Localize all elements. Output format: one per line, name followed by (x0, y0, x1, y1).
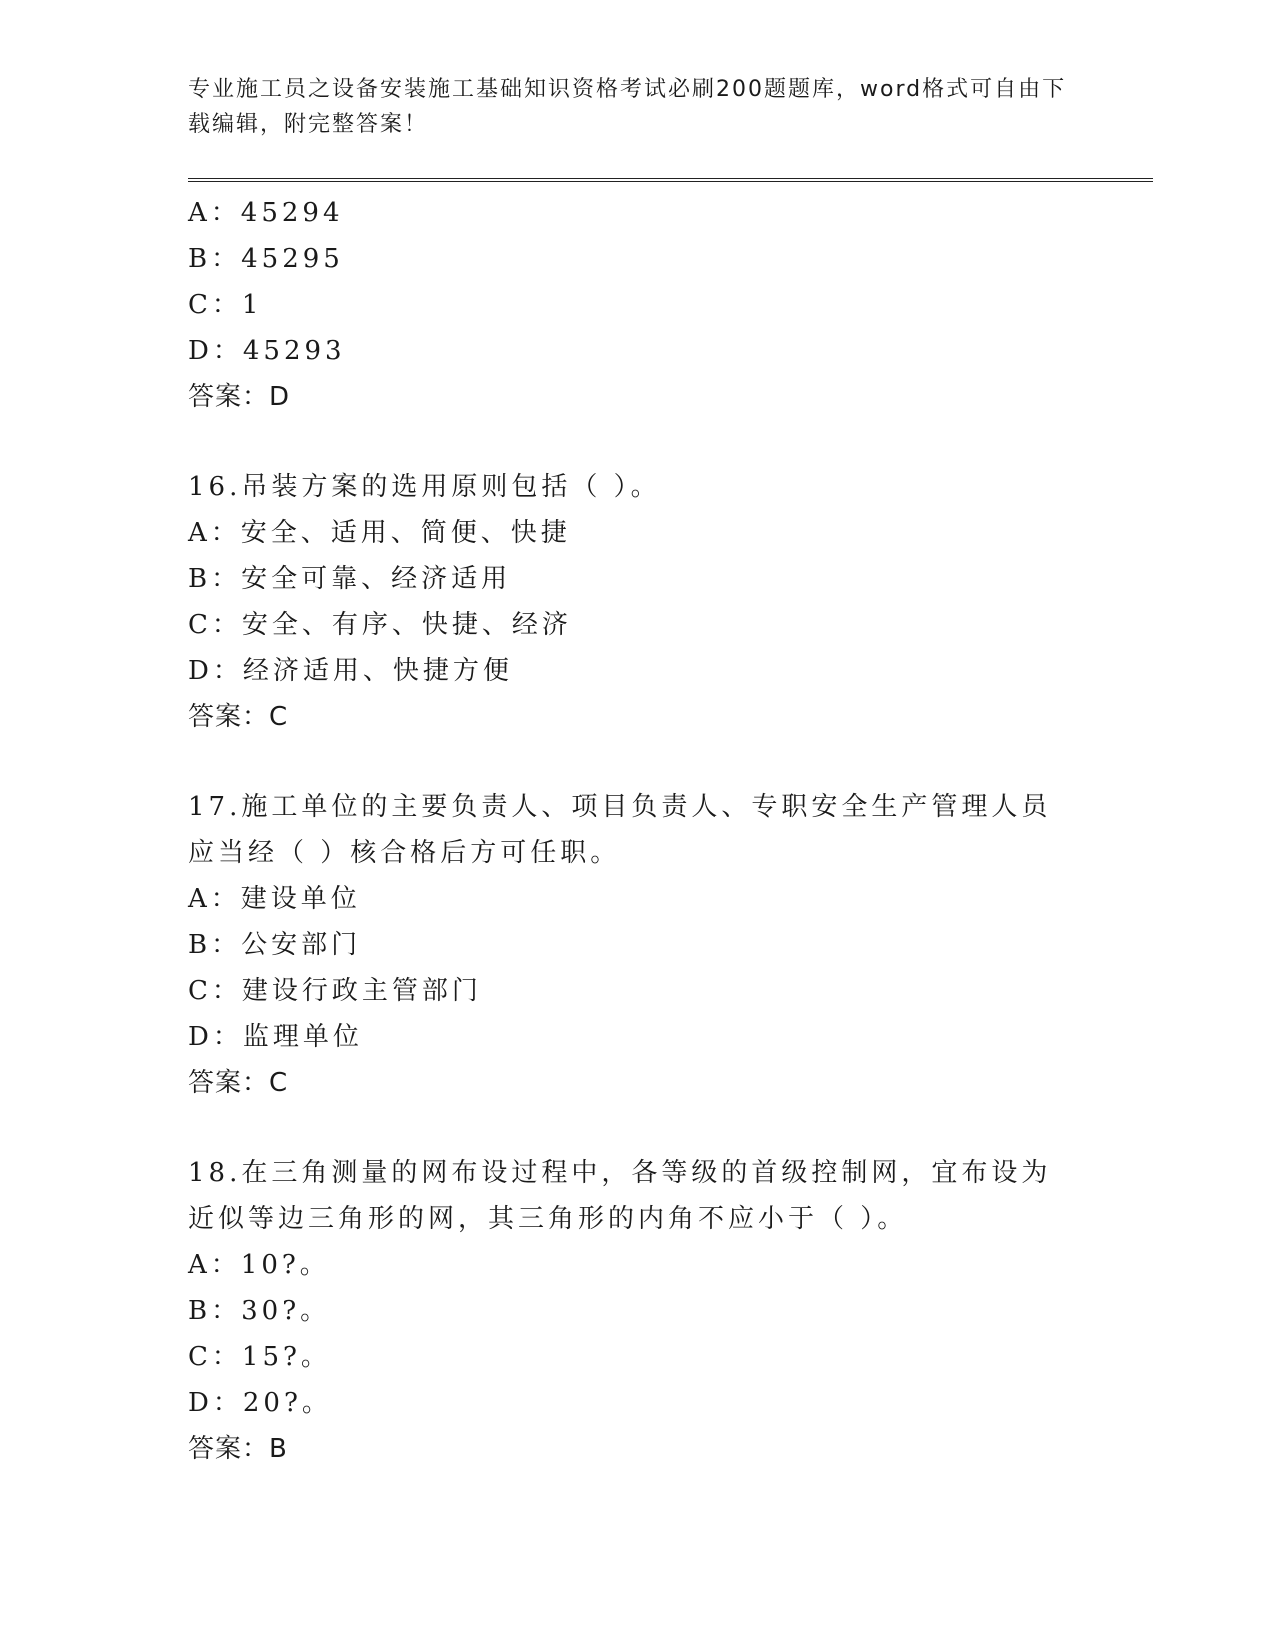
option-d: D：45293 (188, 336, 346, 366)
question-list (188, 190, 1088, 1472)
question-text: 18.在三角测量的网布设过程中，各等级的首级控制网，宜布设为近似等边三角形的网，其三角形的内角不应小于（ ）。 (188, 1158, 1052, 1234)
answer-line: 答案：C (188, 702, 289, 732)
option-b: B：45295 (188, 244, 344, 274)
document-header: 专业施工员之设备安装施工基础知识资格考试必刷200题题库，word格式可自由下载编辑，附完整答案！ (188, 77, 1067, 137)
option-c: C：1 (188, 290, 263, 320)
question-block-17 (188, 784, 1088, 1106)
option-b: B：安全可靠、经济适用 (188, 564, 512, 594)
answer-line: 答案：D (188, 382, 291, 412)
option-a: A：10?。 (188, 1250, 330, 1280)
question-text: 17.施工单位的主要负责人、项目负责人、专职安全生产管理人员应当经（ ）核合格后方可任职。 (188, 792, 1052, 868)
option-d: D：20?。 (188, 1388, 332, 1418)
answer-line: 答案：B (188, 1434, 288, 1464)
option-c: C：安全、有序、快捷、经济 (188, 610, 572, 640)
option-d: D：监理单位 (188, 1022, 363, 1052)
option-b: B：公安部门 (188, 930, 362, 960)
option-a: A：安全、适用、简便、快捷 (188, 518, 571, 548)
option-b: B：30?。 (188, 1296, 331, 1326)
question-block-16 (188, 464, 1088, 740)
header-divider (188, 178, 1153, 182)
option-a: A：45294 (188, 198, 344, 228)
option-c: C：15?。 (188, 1342, 331, 1372)
question-block-18 (188, 1150, 1088, 1472)
option-c: C：建设行政主管部门 (188, 976, 482, 1006)
option-a: A：建设单位 (188, 884, 361, 914)
question-block-15 (188, 190, 1088, 420)
option-d: D：经济适用、快捷方便 (188, 656, 513, 686)
answer-line: 答案：C (188, 1068, 289, 1098)
question-text: 16.吊装方案的选用原则包括（ ）。 (188, 472, 661, 502)
